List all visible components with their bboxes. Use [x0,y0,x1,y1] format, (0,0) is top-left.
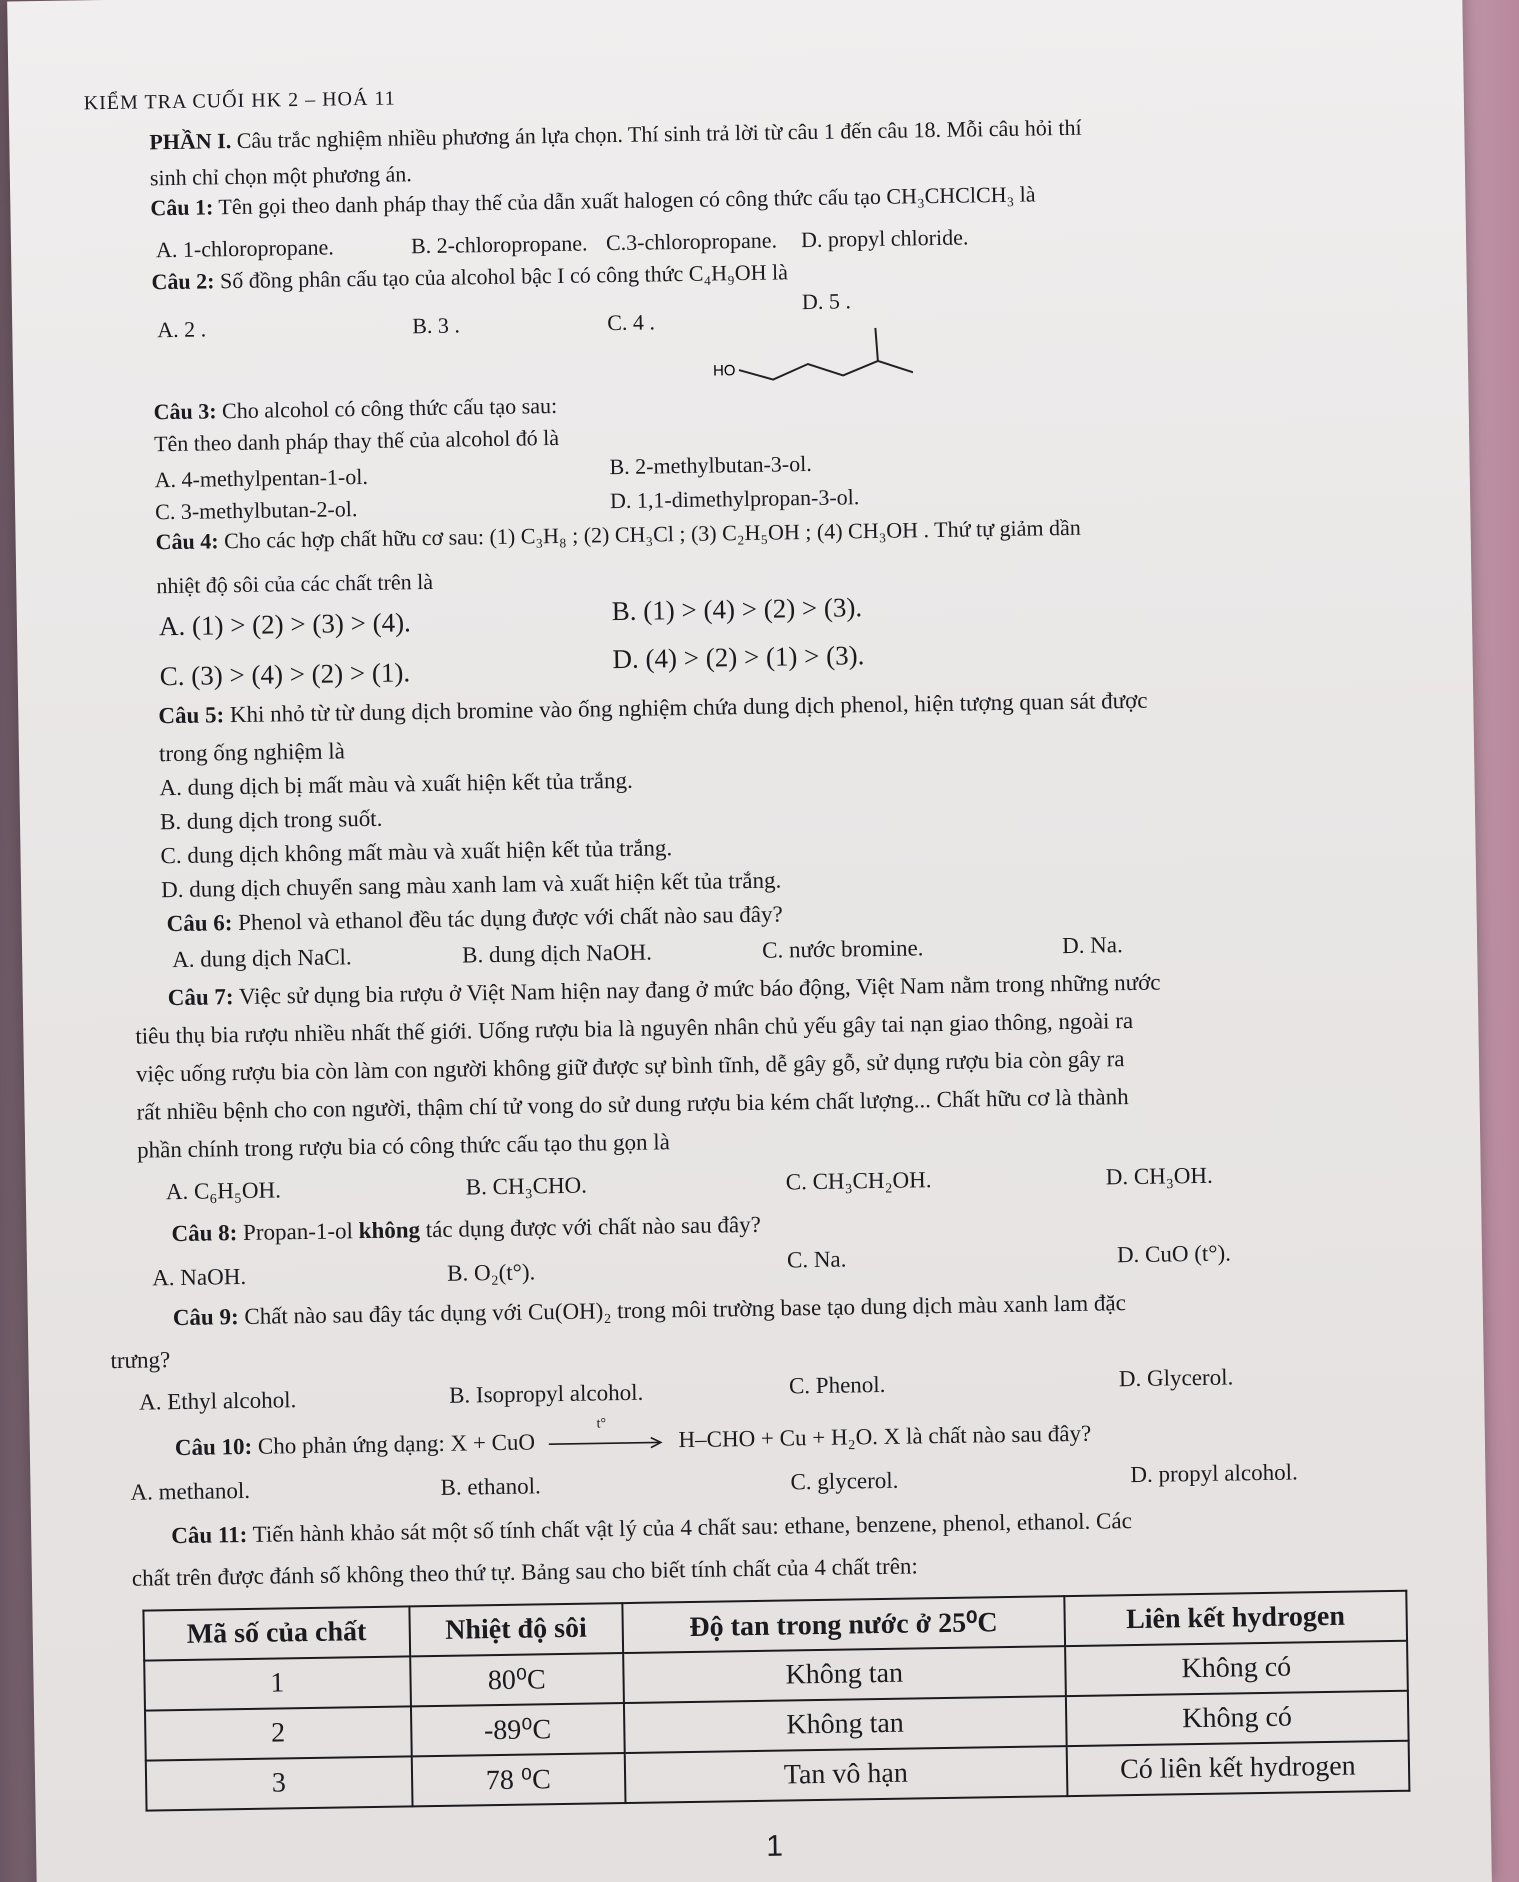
part1-text-2: sinh chỉ chọn một phương án. [149,161,412,191]
q3-stem [153,393,557,425]
part1-heading: PHẦN I. [149,128,232,155]
q6-stem [166,901,782,937]
q10-option-b[interactable]: B. ethanol. [440,1473,542,1500]
q7-stem [168,970,1161,1012]
part1-intro [149,115,1082,156]
exam-paper [7,0,1492,1882]
q3-text: Cho alcohol có công thức cấu tạo sau: [221,392,558,424]
q3-option-a[interactable]: A. 4-methylpentan-1-ol. [154,463,369,493]
table-cell: Không có [1065,1641,1408,1696]
q3-option-b[interactable]: B. 2-methylbutan-3-ol. [609,450,812,480]
q4-label: Câu 4: [155,528,219,555]
reaction-arrow [547,1416,667,1457]
q2-formula: C₄H₉OH [688,259,767,286]
q1-option-b[interactable]: B. 2-chloropropane. [410,230,588,259]
q7-text-2: tiêu thụ bia rượu nhiều nhất thế giới. Uống rượu bia là nguyên nhân chủ yếu gây tai nạn giao thông, ngoài ra [135,1007,1134,1049]
q1-tail: là [1019,181,1036,207]
table-header-cell: Nhiệt độ sôi [409,1603,623,1656]
q11-text: Tiến hành khảo sát một số tính chất vật lý của 4 chất sau: ethane, benzene, phenol, ethanol. Các [252,1508,1133,1547]
mol-ho-label: HO [712,362,736,380]
q3-option-d[interactable]: D. 1,1-dimethylpropan-3-ol. [609,484,860,514]
q6-option-b[interactable]: B. dung dịch NaOH. [461,939,653,968]
alcohol-structure-diagram [712,322,913,395]
q10-option-d[interactable]: D. propyl alcohol. [1130,1459,1298,1488]
q1-option-a[interactable]: A. 1-chloropropane. [155,234,335,263]
q7-option-d[interactable]: D. CH₃OH. [1105,1162,1213,1190]
q4-text-2: nhiệt độ sôi của các chất trên là [156,568,434,599]
q5-option-a[interactable]: A. dung dịch bị mất màu và xuất hiện kết tủa trắng. [159,767,633,801]
q2-option-d[interactable]: D. 5 . [801,288,852,315]
q2-option-b[interactable]: B. 3 . [412,312,461,339]
table-cell: 80⁰C [410,1653,624,1706]
q8-option-b[interactable]: B. O₂(t°). [446,1259,536,1286]
table-cell: Tan vô hạn [625,1746,1068,1803]
q4-text: Cho các hợp chất hữu cơ sau: (1) C₃H₈ ; (2) CH₃Cl ; (3) C₂H₅OH ; (4) CH₃OH . Thứ tự giảm dần [223,514,1081,554]
q2-text: Số đồng phân cấu tạo của alcohol bậc I có công thức [219,260,684,294]
q3-text-2: Tên theo danh pháp thay thế của alcohol đó là [153,424,560,457]
q10-stem [174,1416,1092,1463]
q10-text-post: H–CHO + Cu + H₂O. X là chất nào sau đây? [678,1420,1092,1453]
q10-option-c[interactable]: C. glycerol. [790,1467,899,1495]
page-title: KIỂM TRA CUỐI HK 2 – HOÁ 11 [83,87,396,115]
q7-option-b[interactable]: B. CH₃CHO. [465,1172,588,1200]
table-header-cell: Mã số của chất [143,1606,409,1660]
q1-formula: CH₃CHClCH₃ [886,181,1015,209]
q8-option-c[interactable]: C. Na. [786,1246,847,1273]
q5-text: Khi nhỏ từ từ dung dịch bromine vào ống nghiệm chứa dung dịch phenol, hiện tượng quan sát được [229,687,1148,728]
q5-text-2: trong ống nghiệm là [158,738,346,767]
q9-option-b[interactable]: B. Isopropyl alcohol. [448,1379,644,1408]
q5-stem [158,688,1148,730]
q4-option-d[interactable]: D. (4) > (2) > (1) > (3). [612,640,865,675]
table-cell: Không tan [624,1696,1067,1753]
q7-label: Câu 7: [167,984,234,1011]
q6-text: Phenol và ethanol đều tác dụng được với chất nào sau đây? [237,901,783,936]
q7-text: Việc sử dụng bia rượu ở Việt Nam hiện nay đang ở mức báo động, Việt Nam nằm trong những nước [238,969,1161,1010]
q9-option-d[interactable]: D. Glycerol. [1118,1364,1234,1392]
table-cell: 78 ⁰C [411,1753,625,1806]
q11-stem [171,1508,1132,1549]
q9-text-2: trưng? [110,1347,171,1374]
table-cell: 2 [145,1706,411,1760]
q1-option-d[interactable]: D. propyl chloride. [800,224,969,253]
q1-option-c[interactable]: C.3-chloropropane. [605,227,778,256]
q8-option-d[interactable]: D. CuO (t°). [1116,1240,1232,1268]
q10-option-a[interactable]: A. methanol. [130,1477,251,1505]
table-header-cell: Độ tan trong nước ở 25⁰C [622,1596,1065,1653]
q10-label: Câu 10: [174,1433,253,1461]
reaction-arrow-label: t° [596,1416,607,1432]
q7-option-a[interactable]: A. C₆H₅OH. [165,1177,282,1205]
q8-text-post: tác dụng được với chất nào sau đây? [425,1211,761,1243]
q5-option-d[interactable]: D. dung dịch chuyển sang màu xanh lam và xuất hiện kết tủa trắng. [160,867,782,903]
q6-option-d[interactable]: D. Na. [1061,932,1123,959]
table-cell: -89⁰C [411,1703,625,1756]
q2-label: Câu 2: [151,268,215,295]
q2-tail: là [771,259,789,285]
q2-stem [151,259,788,295]
q7-text-4: rất nhiều bệnh cho con người, thậm chí tử vong do sử dung rượu bia kém chất lượng... Chất hữu cơ là thành [136,1084,1129,1125]
q6-option-a[interactable]: A. dung dịch NaCl. [172,944,352,973]
q9-stem [173,1290,1126,1331]
q8-label: Câu 8: [171,1220,238,1247]
q9-option-c[interactable]: C. Phenol. [788,1371,886,1399]
table-cell: 3 [146,1756,412,1810]
q3-option-c[interactable]: C. 3-methylbutan-2-ol. [154,496,358,525]
q8-stem [171,1212,761,1247]
q9-label: Câu 9: [172,1304,239,1331]
table-cell: Không có [1066,1691,1409,1746]
table-header-cell: Liên kết hydrogen [1064,1591,1407,1646]
q5-option-b[interactable]: B. dung dịch trong suốt. [159,805,383,835]
q7-text-5: phần chính trong rượu bia có công thức cấu tạo thu gọn là [136,1129,671,1163]
q11-label: Câu 11: [171,1521,248,1549]
q2-option-a[interactable]: A. 2 . [157,316,207,343]
q9-option-a[interactable]: A. Ethyl alcohol. [138,1387,297,1415]
q4-option-c[interactable]: C. (3) > (4) > (2) > (1). [159,657,411,692]
q5-label: Câu 5: [158,702,225,729]
q2-option-c[interactable]: C. 4 . [607,309,656,336]
part1-text: Câu trắc nghiệm nhiều phương án lựa chọn. Thí sinh trả lời từ câu 1 đến câu 18. Mỗi câu hỏi thí [236,114,1082,153]
table-cell: Không tan [623,1646,1066,1703]
q5-option-c[interactable]: C. dung dịch không mất màu và xuất hiện kết tủa trắng. [160,835,673,869]
properties-table [142,1590,1410,1812]
q8-text-pre: Propan-1-ol [242,1218,354,1245]
q6-option-c[interactable]: C. nước bromine. [761,935,924,963]
q11-text-2: chất trên được đánh số không theo thứ tự. Bảng sau cho biết tính chất của 4 chất trên: [131,1553,919,1591]
table-cell: 1 [144,1656,410,1710]
q6-label: Câu 6: [166,910,233,937]
q3-label: Câu 3: [153,398,217,425]
q4-option-a[interactable]: A. (1) > (2) > (3) > (4). [158,607,412,642]
q7-text-3: việc uống rượu bia còn làm con người không giữ được sự bình tĩnh, dễ gây gỗ, sử dụng rượu bia còn gây ra [135,1046,1125,1087]
q8-negation: không [358,1217,421,1244]
table-cell: Có liên kết hydrogen [1066,1741,1409,1796]
q1-text: Tên gọi theo danh pháp thay thế của dẫn xuất halogen có công thức cấu tạo [218,183,882,220]
page-number: 1 [765,1829,784,1863]
q9-text: Chất nào sau đây tác dụng với Cu(OH)₂ trong môi trường base tạo dung dịch màu xanh lam đặc [244,1290,1127,1329]
q8-option-a[interactable]: A. NaOH. [151,1263,247,1291]
q1-label: Câu 1: [150,194,214,221]
q7-option-c[interactable]: C. CH₃CH₂OH. [785,1167,932,1195]
q10-text-pre: Cho phản ứng dạng: X + CuO [257,1429,536,1459]
q4-option-b[interactable]: B. (1) > (4) > (2) > (3). [611,592,863,627]
